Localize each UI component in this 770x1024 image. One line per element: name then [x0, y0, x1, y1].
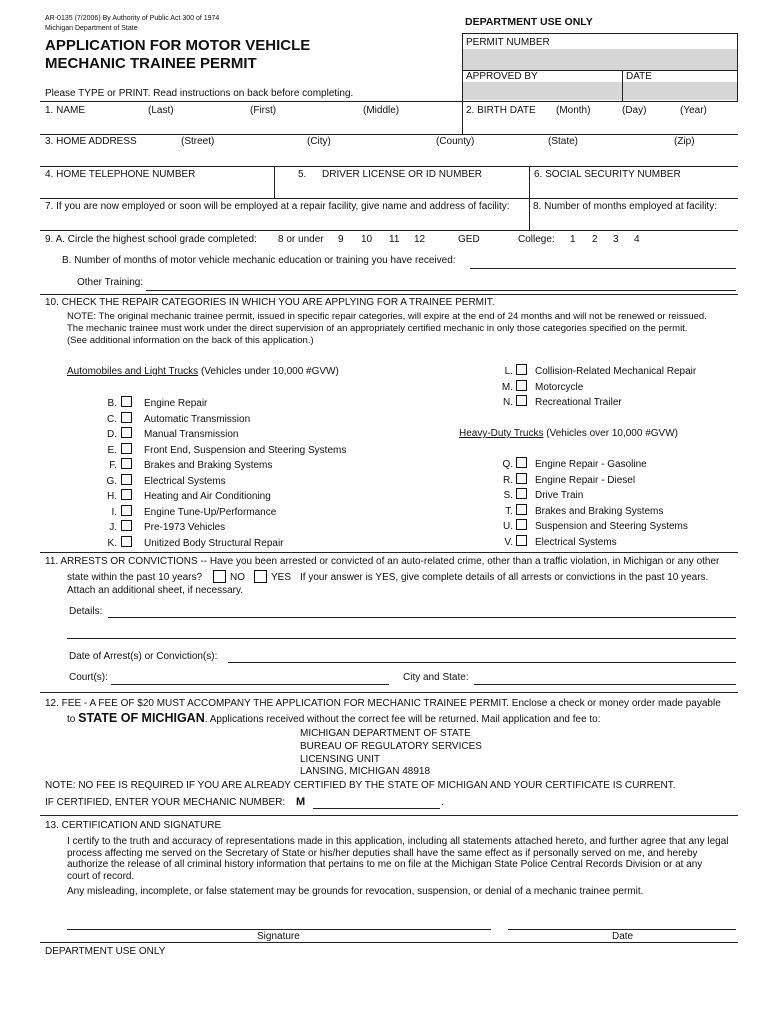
category-letter: K.	[107, 537, 117, 549]
birth-date-input[interactable]	[466, 114, 736, 132]
category-label: Pre-1973 Vehicles	[144, 522, 226, 533]
category-checkbox[interactable]	[121, 412, 132, 423]
name-last-hint: (Last)	[148, 105, 174, 116]
category-checkbox[interactable]	[121, 505, 132, 516]
fee-line2: to STATE OF MICHIGAN. Applications received without the correct fee will be returned. Mail application and fee to:	[67, 711, 601, 725]
category-label: Motorcycle	[535, 381, 584, 393]
category-label: Engine Repair - Gasoline	[535, 459, 647, 470]
name-middle-hint: (Middle)	[363, 105, 400, 116]
category-letter: Q.	[502, 459, 513, 470]
mechanic-number-label: IF CERTIFIED, ENTER YOUR MECHANIC NUMBER:	[45, 797, 286, 808]
driver-license-input[interactable]	[278, 180, 526, 196]
arrests-attach-note: Attach an additional sheet, if necessary.	[67, 585, 244, 596]
certification-text-line1: I certify to the truth and accuracy of representations made in this application, including all statements attached hereto, and further agree that any legal	[67, 836, 729, 847]
permit-number-field[interactable]	[463, 49, 737, 71]
ssn-label: 6. SOCIAL SECURITY NUMBER	[534, 169, 681, 180]
arrests-no-checkbox[interactable]	[213, 570, 226, 583]
category-letter: M.	[501, 381, 513, 393]
employer-input[interactable]	[45, 213, 525, 228]
category-checkbox[interactable]	[121, 536, 132, 547]
category-checkbox[interactable]	[121, 427, 132, 438]
category-letter: G.	[106, 475, 117, 487]
category-checkbox[interactable]	[121, 396, 132, 407]
category-letter: B.	[107, 398, 117, 409]
repair-categories-heading: 10. CHECK THE REPAIR CATEGORIES IN WHICH YOU ARE APPLYING FOR A TRAINEE PERMIT.	[45, 297, 495, 308]
date-label: DATE	[626, 71, 652, 82]
certification-text-line2: process affecting me served on the Secretary of State or his/her deputies shall have the same effect as if personally served on me, and hereby	[67, 848, 698, 859]
category-checkbox[interactable]	[121, 443, 132, 454]
driver-license-num: 5.	[298, 169, 307, 180]
address-city-hint: (City)	[307, 136, 331, 147]
category-letter: L.	[504, 366, 513, 377]
home-address-input[interactable]	[45, 147, 735, 165]
arrests-no-label: NO	[230, 572, 245, 583]
repair-note-line3: (See additional information on the back of this application.)	[67, 335, 314, 346]
arrest-date-input[interactable]	[228, 662, 736, 663]
grade-option[interactable]: 9	[338, 234, 344, 245]
mechanic-number-input[interactable]	[313, 808, 440, 809]
category-letter: T.	[505, 505, 513, 517]
category-label: Engine Repair	[144, 398, 208, 409]
instructions: Please TYPE or PRINT. Read instructions on back before completing.	[45, 88, 354, 99]
agency-name: Michigan Department of State	[45, 25, 138, 32]
permit-number-label: PERMIT NUMBER	[466, 37, 550, 48]
category-label: Unitized Body Structural Repair	[144, 537, 284, 549]
signature-date-label: Date	[612, 931, 634, 942]
birth-day-hint: (Day)	[622, 105, 647, 116]
certification-text-line3: authorize the release of all criminal history information that pertains to me on file at the Michigan State Police Central Records Division or at any	[67, 859, 703, 870]
months-employed-input[interactable]	[533, 213, 736, 228]
birth-date-label: 2. BIRTH DATE	[466, 105, 536, 116]
college-option[interactable]: 3	[613, 234, 619, 245]
school-grade-label: 9. A. Circle the highest school grade completed:	[45, 234, 257, 245]
category-label: Recreational Trailer	[535, 397, 622, 408]
category-checkbox[interactable]	[121, 489, 132, 500]
court-label: Court(s):	[69, 672, 108, 683]
details-input-line2[interactable]	[67, 638, 736, 639]
college-option[interactable]: 4	[634, 234, 640, 245]
category-label: Electrical Systems	[144, 475, 226, 487]
category-label: Automatic Transmission	[144, 413, 251, 425]
city-state-input[interactable]	[474, 684, 736, 685]
mechanic-number-period: .	[441, 797, 444, 808]
category-checkbox[interactable]	[516, 364, 527, 375]
birth-year-hint: (Year)	[680, 105, 707, 116]
category-checkbox[interactable]	[516, 395, 527, 406]
category-checkbox[interactable]	[121, 458, 132, 469]
arrests-instructions: If your answer is YES, give complete details of all arrests or convictions in the past 10 years.	[300, 572, 709, 583]
category-label: Suspension and Steering Systems	[535, 521, 688, 532]
mechanic-number-prefix: M	[296, 796, 306, 808]
category-checkbox[interactable]	[516, 457, 527, 468]
category-checkbox[interactable]	[516, 380, 527, 391]
court-input[interactable]	[111, 684, 389, 685]
certification-heading: 13. CERTIFICATION AND SIGNATURE	[45, 820, 222, 831]
home-address-label: 3. HOME ADDRESS	[45, 136, 137, 147]
form-id: AR-0135 (7/2006) By Authority of Public Act 300 of 1974	[45, 15, 220, 22]
category-label: Front End, Suspension and Steering Systems	[144, 444, 347, 456]
signature-date-line[interactable]	[508, 929, 736, 930]
form-title-line2: MECHANIC TRAINEE PERMIT	[45, 55, 257, 72]
category-letter: D.	[107, 429, 117, 440]
category-checkbox[interactable]	[121, 520, 132, 531]
other-training-label: Other Training:	[77, 277, 144, 288]
grade-option[interactable]: 8 or under	[278, 234, 324, 245]
footer-dept-use-only: DEPARTMENT USE ONLY	[45, 946, 166, 957]
name-label: 1. NAME	[45, 105, 86, 116]
category-label: Engine Tune-Up/Performance	[144, 506, 277, 518]
category-letter: E.	[107, 444, 117, 456]
repair-note-line1: NOTE: The original mechanic trainee permit, issued in specific repair categories, will expire at the end of 24 months and will not be renewed or reissued.	[67, 311, 707, 322]
category-label: Heating and Air Conditioning	[144, 491, 271, 502]
college-option[interactable]: 1	[570, 234, 576, 245]
certification-warning: Any misleading, incomplete, or false statement may be grounds for revocation, suspension, or denial of a mechanic trainee permit.	[67, 886, 644, 897]
arrests-question: state within the past 10 years?	[67, 572, 203, 583]
training-months-input[interactable]	[470, 268, 736, 269]
mail-address-line: BUREAU OF REGULATORY SERVICES	[300, 741, 482, 752]
home-phone-input[interactable]	[45, 180, 270, 196]
category-label: Electrical Systems	[535, 536, 617, 548]
category-checkbox[interactable]	[516, 488, 527, 499]
city-state-label: City and State:	[403, 672, 469, 683]
category-label: Brakes and Braking Systems	[535, 505, 664, 517]
approved-by-field[interactable]	[463, 82, 737, 100]
category-letter: U.	[503, 521, 513, 532]
grade-option[interactable]: GED	[458, 234, 480, 245]
certification-text-line4: court of record.	[67, 871, 135, 882]
category-letter: J.	[109, 522, 117, 533]
address-street-hint: (Street)	[181, 136, 215, 147]
approved-by-label: APPROVED BY	[466, 71, 538, 82]
category-checkbox[interactable]	[121, 474, 132, 485]
repair-note-line2: The mechanic trainee must work under the direct supervision of an appropriately certified mechanic in only those categories specified on the permit.	[67, 323, 688, 334]
mail-address-line: LANSING, MICHIGAN 48918	[300, 766, 431, 777]
arrests-line1: 11. ARRESTS OR CONVICTIONS -- Have you been arrested or convicted of an auto-related crime, other than a traffic violation, in Michigan or any other	[45, 556, 720, 567]
arrests-yes-label: YES	[271, 572, 292, 583]
grade-option[interactable]: 10	[361, 234, 373, 245]
category-label: Brakes and Braking Systems	[144, 460, 273, 471]
category-letter: F.	[109, 460, 117, 471]
college-label: College:	[518, 234, 555, 245]
details-input[interactable]	[108, 617, 736, 618]
signature-label: Signature	[257, 931, 300, 942]
category-letter: I.	[111, 506, 117, 518]
fee-line1: 12. FEE - A FEE OF $20 MUST ACCOMPANY THE APPLICATION FOR MECHANIC TRAINEE PERMIT. Enclose a check or money order made payable	[45, 698, 721, 709]
address-zip-hint: (Zip)	[674, 136, 695, 147]
heavy-heading: Heavy-Duty Trucks (Vehicles over 10,000 #GVW)	[459, 428, 678, 439]
category-checkbox[interactable]	[516, 473, 527, 484]
category-letter: H.	[107, 491, 117, 502]
category-letter: C.	[107, 413, 117, 425]
category-label: Manual Transmission	[144, 429, 239, 440]
name-input[interactable]	[45, 114, 455, 132]
grade-option[interactable]: 12	[414, 234, 426, 245]
home-phone-label: 4. HOME TELEPHONE NUMBER	[45, 169, 196, 180]
category-label: Collision-Related Mechanical Repair	[535, 366, 697, 377]
details-label: Details:	[69, 606, 103, 617]
form-title-line1: APPLICATION FOR MOTOR VEHICLE	[45, 37, 311, 54]
category-letter: R.	[503, 474, 513, 486]
auto-heading: Automobiles and Light Trucks (Vehicles under 10,000 #GVW)	[67, 366, 339, 377]
category-checkbox[interactable]	[516, 504, 527, 515]
ssn-input[interactable]	[533, 180, 736, 196]
college-option[interactable]: 2	[592, 234, 598, 245]
months-employed-label: 8. Number of months employed at facility:	[533, 201, 717, 212]
mail-address-line: LICENSING UNIT	[300, 754, 381, 765]
address-county-hint: (County)	[436, 136, 475, 147]
grade-option[interactable]: 11	[389, 234, 400, 245]
category-label: Drive Train	[535, 490, 584, 501]
category-checkbox[interactable]	[516, 519, 527, 530]
category-letter: S.	[503, 490, 513, 501]
employer-label: 7. If you are now employed or soon will be employed at a repair facility, give name and address of facility:	[45, 201, 510, 212]
category-label: Engine Repair - Diesel	[535, 474, 636, 486]
mail-address-line: MICHIGAN DEPARTMENT OF STATE	[300, 728, 471, 739]
other-training-input[interactable]	[146, 290, 736, 291]
training-months-label: B. Number of months of motor vehicle mechanic education or training you have received:	[62, 255, 456, 266]
name-first-hint: (First)	[250, 105, 277, 116]
fee-exempt-note: NOTE: NO FEE IS REQUIRED IF YOU ARE ALREADY CERTIFIED BY THE STATE OF MICHIGAN AND YOUR CERTIFICATE IS CURRENT.	[45, 780, 676, 791]
arrests-yes-checkbox[interactable]	[254, 570, 267, 583]
signature-line[interactable]	[67, 929, 491, 930]
category-checkbox[interactable]	[516, 535, 527, 546]
category-letter: V.	[504, 536, 513, 548]
driver-license-label: DRIVER LICENSE OR ID NUMBER	[322, 169, 483, 180]
dept-use-only-heading: DEPARTMENT USE ONLY	[465, 16, 593, 28]
birth-month-hint: (Month)	[556, 105, 591, 116]
arrest-date-label: Date of Arrest(s) or Conviction(s):	[69, 651, 218, 662]
category-letter: N.	[503, 397, 513, 408]
address-state-hint: (State)	[548, 136, 579, 147]
